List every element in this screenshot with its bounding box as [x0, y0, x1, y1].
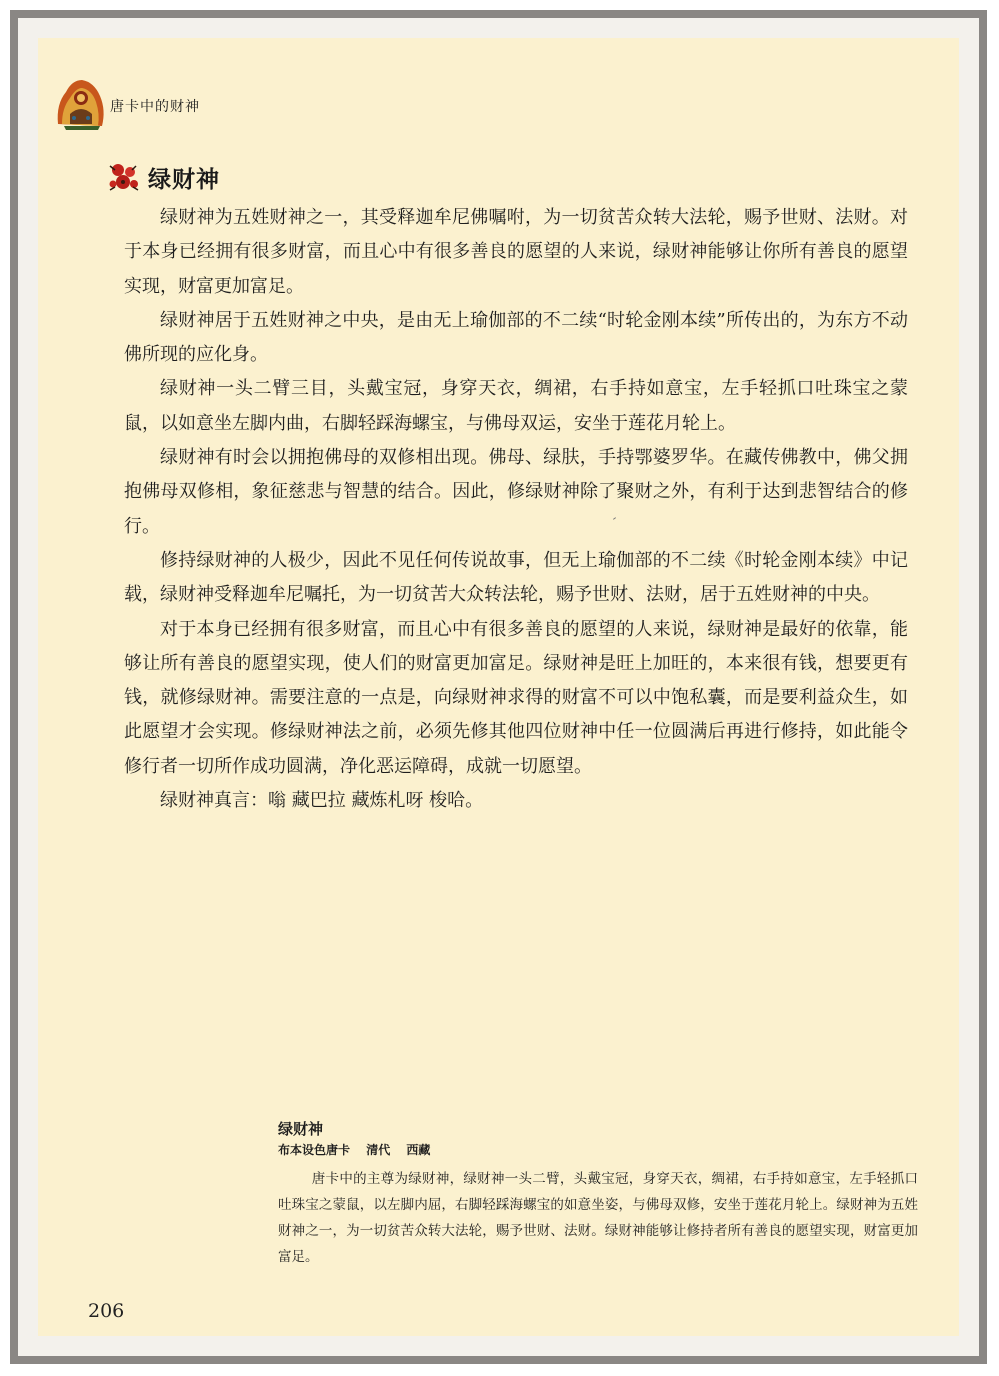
flower-ornament-icon — [106, 160, 142, 194]
book-page — [38, 38, 959, 1336]
paragraph-5: 修持绿财神的人极少，因此不见任何传说故事，但无上瑜伽部的不二续《时轮金刚本续》中记载，绿财神受释迦牟尼嘱托，为一切贫苦大众转法轮，赐予世财、法财，居于五姓财神的中央。 — [124, 549, 908, 606]
caption-period: 清代 — [366, 1143, 391, 1157]
thangka-emblem-icon — [52, 74, 108, 134]
paragraph-2: 绿财神居于五姓财神之中央，是由无上瑜伽部的不二续“时轮金刚本续”所传出的，为东方不动佛所现的应化身。 — [124, 309, 908, 366]
running-header — [52, 74, 200, 134]
page-number: 206 — [88, 1300, 125, 1322]
paragraph-3: 绿财神一头二臂三目，头戴宝冠，身穿天衣，绸裙，右手持如意宝，左手轻抓口吐珠宝之蒙鼠，以如意坐左脚内曲，右脚轻踩海螺宝，与佛母双运，安坐于莲花月轮上。 — [124, 378, 908, 434]
paragraph-1: 绿财神为五姓财神之一，其受释迦牟尼佛嘱咐，为一切贫苦众转大法轮，赐予世财、法财。对于本身已经拥有很多财富，而且心中有很多善良的愿望的人来说，绿财神能够让你所有善良的愿望实现，财富更加富足。 — [124, 207, 908, 297]
section-heading — [106, 160, 220, 194]
section-title: 绿财神 — [148, 166, 220, 193]
caption-title: 绿财神 — [278, 1120, 324, 1138]
caption-material: 布本设色唐卡 — [278, 1143, 351, 1157]
page-mat — [18, 18, 979, 1356]
caption-body — [278, 1166, 918, 1270]
paragraph-4: 绿财神有时会以拥抱佛母的双修相出现。佛母、绿肤，手持鄂婆罗华。在藏传佛教中，佛父拥抱佛母双修相，象征慈悲与智慧的结合。因此，修绿财神除了聚财之外，有利于达到悲智结合的修行。 — [124, 447, 908, 537]
figure-caption — [278, 1118, 918, 1270]
page-frame — [10, 10, 987, 1364]
mantra-paragraph: 绿财神真言：嗡 藏巴拉 藏炼札呀 梭哈。 — [160, 790, 484, 812]
article-body — [124, 201, 908, 818]
caption-paragraph: 唐卡中的主尊为绿财神，绿财神一头二臂，头戴宝冠，身穿天衣，绸裙，右手持如意宝，左手轻抓口吐珠宝之蒙鼠，以左脚内屈，右脚轻踩海螺宝的如意坐姿，与佛母双修，安坐于莲花月轮上。绿财神为五姓财神之一，为一切贫苦众转大法轮，赐予世财、法财。绿财神能够让修持者所有善良的愿望实现，财富更加富足。 — [278, 1171, 918, 1265]
caption-meta — [278, 1140, 918, 1160]
caption-region: 西藏 — [406, 1143, 431, 1157]
paragraph-6: 对于本身已经拥有很多财富，而且心中有很多善良的愿望的人来说，绿财神是最好的依靠，能够让所有善良的愿望实现，使人们的财富更加富足。绿财神是旺上加旺的，本来很有钱，想要更有钱，就修绿财神。需要注意的一点是，向绿财神求得的财富不可以中饱私囊，而是要利益众生，如此愿望才会实现。修绿财神法之前，必须先修其他四位财神中任一位圆满后再进行修持，如此能令修行者一切所作成功圆满，净化恶运障碍，成就一切愿望。 — [124, 618, 908, 777]
running-header-title: 唐卡中的财神 — [110, 99, 200, 115]
